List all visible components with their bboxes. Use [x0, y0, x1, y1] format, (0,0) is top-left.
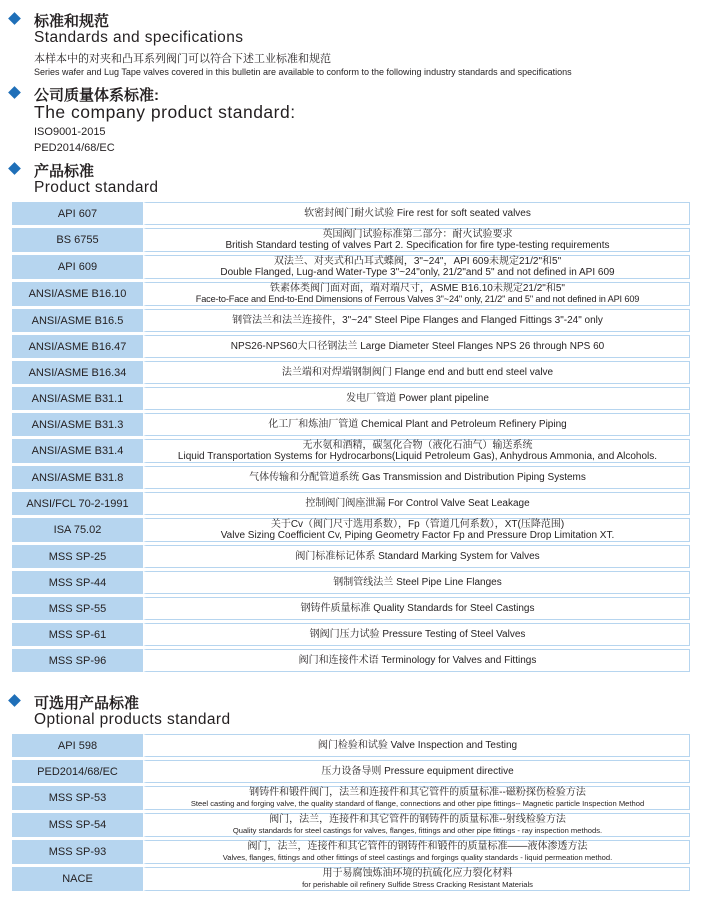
description-line: 软密封阀门耐火试验 Fire rest for soft seated valves	[304, 208, 531, 219]
description-line: 压力设备导则 Pressure equipment directive	[321, 766, 514, 777]
standard-code: NACE	[12, 867, 143, 891]
standard-code: ISA 75.02	[12, 518, 143, 542]
standard-description	[143, 623, 690, 646]
standards-title-en: Standards and specifications	[34, 29, 244, 46]
standard-description	[143, 813, 690, 837]
standard-code: ANSI/ASME B16.47	[12, 335, 143, 358]
standards-section	[0, 10, 722, 80]
standards-desc-en: Series wafer and Lug Tape valves covered in this bulletin are available to conform to the following industry standards and specifications	[34, 67, 572, 77]
standard-code: MSS SP-54	[12, 813, 143, 837]
description-line: 钢管法兰和法兰连接件，3"~24" Steel Pipe Flanges and Flanged Fittings 3"-24" only	[232, 315, 603, 326]
standard-description	[143, 597, 690, 620]
description-line: 铁素体类阀门面对面，端对端尺寸，ASME B16.10未规定21/2"和5"	[270, 283, 565, 294]
table-row	[12, 734, 690, 757]
standard-description	[143, 282, 690, 306]
table-row	[12, 623, 690, 646]
standard-code: API 598	[12, 734, 143, 757]
company-standard-section	[0, 84, 722, 156]
standard-code: MSS SP-53	[12, 786, 143, 810]
description-line: 英国阀门试验标准第二部分：耐火试验要求	[322, 229, 513, 240]
standard-code: MSS SP-96	[12, 649, 143, 672]
optional-title-cn: 可选用产品标准	[34, 695, 140, 712]
table-row	[12, 786, 690, 810]
standard-code: PED2014/68/EC	[12, 760, 143, 783]
standard-code: MSS SP-61	[12, 623, 143, 646]
standard-description	[143, 439, 690, 463]
standard-description	[143, 413, 690, 436]
description-line: Double Flanged, Lug-and Water-Type 3"~24"only, 21/2"and 5" and not defined in API 609	[220, 267, 615, 278]
description-line: Face-to-Face and End-to-End Dimensions of Ferrous Valves 3"~24" only, 21/2" and 5" and not defined in API 609	[195, 294, 640, 304]
description-line: 阀门标准标记体系 Standard Marking System for Valves	[295, 551, 540, 562]
product-title-en: Product standard	[34, 179, 159, 196]
company-title-cn: 公司质量体系标准:	[34, 87, 159, 104]
table-row	[12, 202, 690, 225]
standard-description	[143, 571, 690, 594]
table-row	[12, 228, 690, 252]
table-row	[12, 466, 690, 489]
description-line: 用于易腐蚀炼油环境的抗硫化应力裂化材料	[322, 868, 513, 879]
table-row	[12, 545, 690, 568]
standard-code: ANSI/ASME B16.5	[12, 309, 143, 332]
standard-description	[143, 649, 690, 672]
description-line: Valve Sizing Coefficient Cv, Piping Geometry Factor Fp and Pressure Drop Limitation XT.	[220, 530, 615, 541]
table-row	[12, 597, 690, 620]
description-line: 控制阀门阀座泄漏 For Control Valve Seat Leakage	[305, 498, 530, 509]
description-line: 钢制管线法兰 Steel Pipe Line Flanges	[333, 577, 502, 588]
company-item: PED2014/68/EC	[34, 142, 115, 154]
description-line: Steel casting and forging valve, the quality standard of flange, connections and other pipe fittings-- Magnetic particle Inspection Method	[190, 799, 645, 808]
standard-code: API 607	[12, 202, 143, 225]
description-line: 阀门检验和试验 Valve Inspection and Testing	[317, 740, 518, 751]
optional-title-en: Optional products standard	[34, 711, 231, 728]
diamond-bullet-icon	[8, 12, 21, 25]
diamond-bullet-icon	[8, 162, 21, 175]
standard-code: ANSI/ASME B31.4	[12, 439, 143, 463]
standard-description	[143, 867, 690, 891]
table-row	[12, 387, 690, 410]
description-line: British Standard testing of valves Part 2. Specification for fire type-testing requirements	[225, 240, 610, 251]
standard-code: MSS SP-25	[12, 545, 143, 568]
standard-description	[143, 255, 690, 279]
table-row	[12, 309, 690, 332]
standard-code: ANSI/FCL 70-2-1991	[12, 492, 143, 515]
optional-standard-table	[12, 731, 690, 894]
diamond-bullet-icon	[8, 694, 21, 707]
standards-desc-cn: 本样本中的对夹和凸耳系列阀门可以符合下述工业标准和规范	[34, 53, 331, 65]
table-row	[12, 813, 690, 837]
description-line: Liquid Transportation Systems for Hydrocarbons(Liquid Petroleum Gas), Anhydrous Ammonia, and Alcohols.	[177, 451, 658, 462]
table-row	[12, 649, 690, 672]
standard-code: ANSI/ASME B16.10	[12, 282, 143, 306]
standard-description	[143, 387, 690, 410]
standard-code: BS 6755	[12, 228, 143, 252]
table-row	[12, 492, 690, 515]
description-line: 阀门，法兰，连接件和其它管件的钢铸件的质量标准--射线检验方法	[269, 814, 566, 825]
optional-standard-section	[0, 692, 722, 730]
standard-description	[143, 466, 690, 489]
description-line: 双法兰、对夹式和凸耳式蝶阀，3"~24"，API 609未规定21/2"和5"	[273, 256, 562, 267]
table-row	[12, 518, 690, 542]
table-row	[12, 571, 690, 594]
table-row	[12, 255, 690, 279]
standard-code: MSS SP-44	[12, 571, 143, 594]
standard-description	[143, 228, 690, 252]
description-line: 阀门，法兰，连接件和其它管件的钢铸件和锻件的质量标准——液体渗透方法	[247, 841, 588, 852]
table-row	[12, 760, 690, 783]
description-line: 无水氨和酒精，碳氢化合物（液化石油气）输送系统	[302, 440, 533, 451]
standard-description	[143, 309, 690, 332]
standard-description	[143, 760, 690, 783]
standard-code: ANSI/ASME B31.1	[12, 387, 143, 410]
standard-description	[143, 202, 690, 225]
table-row	[12, 335, 690, 358]
description-line: 法兰端和对焊端钢制阀门 Flange end and butt end steel valve	[281, 367, 554, 378]
description-line: 钢阀门压力试验 Pressure Testing of Steel Valves	[309, 629, 526, 640]
company-item: ISO9001-2015	[34, 126, 106, 138]
standard-description	[143, 786, 690, 810]
standard-code: ANSI/ASME B31.8	[12, 466, 143, 489]
table-row	[12, 282, 690, 306]
diamond-bullet-icon	[8, 86, 21, 99]
standard-description	[143, 518, 690, 542]
company-title-en: The company product standard:	[34, 102, 296, 122]
description-line: NPS26-NPS60大口径钢法兰 Large Diameter Steel Flanges NPS 26 through NPS 60	[230, 341, 605, 352]
product-standard-section	[0, 160, 722, 198]
description-line: Valves, flanges, fittings and other fittings of steel castings and forgings quality standards - liquid permeation method.	[222, 853, 613, 862]
standard-code: MSS SP-93	[12, 840, 143, 864]
description-line: 阀门和连接件术语 Terminology for Valves and Fittings	[298, 655, 537, 666]
table-row	[12, 840, 690, 864]
standard-description	[143, 361, 690, 384]
table-row	[12, 361, 690, 384]
standard-description	[143, 492, 690, 515]
description-line: 钢铸件质量标准 Quality Standards for Steel Castings	[300, 603, 535, 614]
description-line: 钢铸件和锻件阀门，法兰和连接件和其它管件的质量标准--磁粉探伤检验方法	[249, 787, 586, 798]
standard-description	[143, 840, 690, 864]
description-line: Quality standards for steel castings for valves, flanges, fittings and other pipe fittings - ray inspection methods.	[232, 826, 603, 835]
description-line: 发电厂管道 Power plant pipeline	[346, 393, 489, 404]
standard-code: API 609	[12, 255, 143, 279]
standard-code: ANSI/ASME B16.34	[12, 361, 143, 384]
table-row	[12, 413, 690, 436]
description-line: 化工厂和炼油厂管道 Chemical Plant and Petroleum Refinery Piping	[268, 419, 567, 430]
description-line: for perishable oil refinery Sulfide Stress Cracking Resistant Materials	[302, 880, 533, 889]
standard-code: MSS SP-55	[12, 597, 143, 620]
table-row	[12, 867, 690, 891]
product-standard-table	[12, 199, 690, 675]
standards-title-cn: 标准和规范	[34, 13, 110, 30]
standard-code: ANSI/ASME B31.3	[12, 413, 143, 436]
standard-description	[143, 335, 690, 358]
description-line: 气体传输和分配管道系统 Gas Transmission and Distribution Piping Systems	[249, 472, 586, 483]
standard-description	[143, 734, 690, 757]
standard-description	[143, 545, 690, 568]
table-row	[12, 439, 690, 463]
description-line: 关于Cv（阀门尺寸选用系数），Fp（管道几何系数），XT(压降范围)	[270, 519, 565, 530]
product-title-cn: 产品标准	[34, 163, 95, 180]
